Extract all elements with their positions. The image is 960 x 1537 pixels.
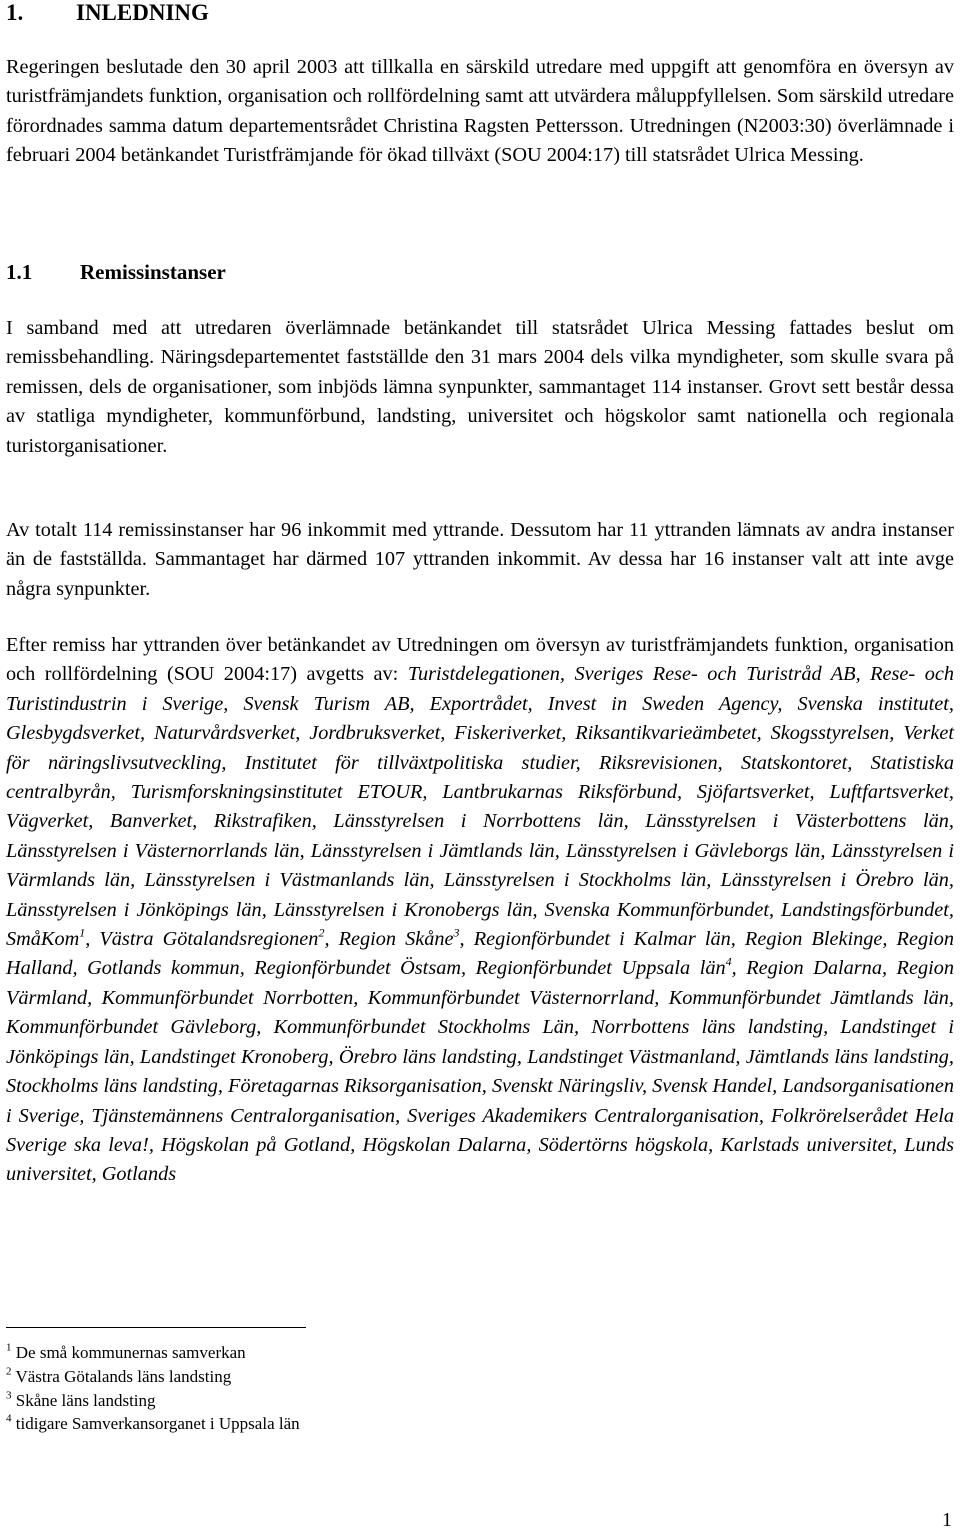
respondents-paragraph bbox=[6, 631, 954, 1190]
footnote-mark: 2 bbox=[6, 1365, 12, 1378]
section-title: Remissinstanser bbox=[80, 260, 226, 284]
chapter-number: 1. bbox=[6, 0, 24, 25]
chapter-title: INLEDNING bbox=[76, 0, 209, 25]
footnote-item bbox=[6, 1365, 300, 1389]
respondents-list bbox=[6, 663, 954, 1185]
footnote-mark: 3 bbox=[6, 1388, 12, 1401]
remiss-paragraph: I samband med att utredaren överlämnade betänkandet till statsrådet Ulrica Messing fattades beslut om remissbehandling. Näringsdepartementet fastställde den 31 mars 2004 dels vilka myndigheter, som skulle svara på remissen, dels de organisationer, som inbjöds lämna synpunkter, sammantaget 114 instanser. Grovt sett består dessa av statliga myndigheter, kommunförbund, landsting, universitet och högskolor samt nationella och regionala turistorganisationer. bbox=[6, 317, 954, 457]
footnote-mark: 4 bbox=[6, 1412, 12, 1425]
footnote-ref-1[interactable]: 1 bbox=[79, 925, 86, 940]
section-heading bbox=[6, 259, 226, 285]
footnotes bbox=[6, 1341, 300, 1436]
footnote-ref-3[interactable]: 3 bbox=[453, 925, 460, 940]
footnote-mark: 1 bbox=[6, 1341, 12, 1354]
page-number: 1 bbox=[942, 1509, 952, 1531]
chapter-heading bbox=[6, 0, 209, 26]
section-number: 1.1 bbox=[6, 260, 33, 284]
footnote-ref-4[interactable]: 4 bbox=[725, 955, 732, 970]
respondents-list-part: , Region Dalarna, Region Värmland, Kommunförbundet Norrbotten, Kommunförbundet Västernorrland, Kommunförbundet Jämtlands län, Kommunförbundet Gävleborg, Kommunförbundet Stockholms Län, Norrbottens läns landsting, Landstinget i Jönköpings län, Landstinget Kronoberg, Örebro läns landsting, Landstinget Västmanland, Jämtlands läns landsting, Stockholms läns landsting, Företagarnas Riksorganisation, Svenskt Näringsliv, Svensk Handel, Landsorganisationen i Sverige, Tjänstemännens Centralorganisation, Sveriges Akademikers Centralorganisation, Folkrörelserådet Hela Sverige ska leva!, Högskolan på Gotland, Högskolan Dalarna, Södertörns högskola, Karlstads universitet, Lunds universitet, Gotlands bbox=[6, 957, 955, 1186]
footnote-ref-2[interactable]: 2 bbox=[318, 925, 325, 940]
footnote-item bbox=[6, 1412, 300, 1436]
respondents-list-part: , Region Skåne bbox=[324, 928, 454, 951]
footnote-divider bbox=[6, 1327, 306, 1328]
respondents-lead: Efter remiss har yttranden över betänkandet av Utredningen om översyn av turistfrämjandets funktion, organisation och rollfördelning (SOU 2004:17) avgetts av: bbox=[6, 634, 954, 686]
statistics-paragraph: Av totalt 114 remissinstanser har 96 inkommit med yttrande. Dessutom har 11 yttranden lämnats av andra instanser än de fastställda. Sammantaget har därmed 107 yttranden inkommit. Av dessa har 16 instanser valt att inte avge några synpunkter. bbox=[6, 519, 954, 600]
respondents-list-part: , Västra Götalandsregionen bbox=[85, 928, 319, 951]
respondents-list-part: Turistdelegationen, Sveriges Rese- och Turistråd AB, Rese- och Turistindustrin i Sverige, Svensk Turism AB, Exportrådet, Invest in Sweden Agency, Svenska institutet, Glesbygdsverket, Naturvårdsverket, Jordbruksverket, Fiskeriverket, Riksantikvarieämbetet, Skogsstyrelsen, Verket för näringslivsutveckling, Institutet för tillväxtpolitiska studier, Riksrevisionen, Statskontoret, Statistiska centralbyrån, Turismforskningsinstitutet ETOUR, Lantbrukarnas Riksförbund, Sjöfartsverket, Luftfartsverket, Vägverket, Banverket, Rikstrafiken, Länsstyrelsen i Norrbottens län, Länsstyrelsen i Västerbottens län, Länsstyrelsen i Västernorrlands län, Länsstyrelsen i Jämtlands län, Länsstyrelsen i Gävleborgs län, Länsstyrelsen i Värmlands län, Länsstyrelsen i Västmanlands län, Länsstyrelsen i Stockholms län, Länsstyrelsen i Örebro län, Länsstyrelsen i Jönköpings län, Länsstyrelsen i Kronobergs län, Svenska Kommunförbundet, Landstingsförbundet, SmåKom bbox=[6, 663, 954, 951]
footnote-item bbox=[6, 1341, 300, 1365]
footnote-text: tidigare Samverkansorganet i Uppsala län bbox=[15, 1414, 300, 1434]
footnote-text: De små kommunernas samverkan bbox=[15, 1343, 246, 1362]
respondents-list-part: , Regionförbundet i Kalmar län, Region Blekinge, Region Halland, Gotlands kommun, Regionförbundet Östsam, Regionförbundet Uppsala län bbox=[6, 928, 955, 980]
footnote-text: Västra Götalands läns landsting bbox=[15, 1366, 232, 1386]
footnote-item bbox=[6, 1389, 300, 1413]
footnote-text: Skåne läns landsting bbox=[15, 1390, 156, 1410]
intro-paragraph: Regeringen beslutade den 30 april 2003 att tillkalla en särskild utredare med uppgift att genomföra en översyn av turistfrämjandets funktion, organisation och rollfördelning samt att utvärdera måluppfyllelsen. Som särskild utredare förordnades samma datum departementsrådet Christina Ragsten Pettersson. Utredningen (N2003:30) överlämnade i februari 2004 betänkandet Turistfrämjande för ökad tillväxt (SOU 2004:17) till statsrådet Ulrica Messing. bbox=[6, 56, 954, 167]
